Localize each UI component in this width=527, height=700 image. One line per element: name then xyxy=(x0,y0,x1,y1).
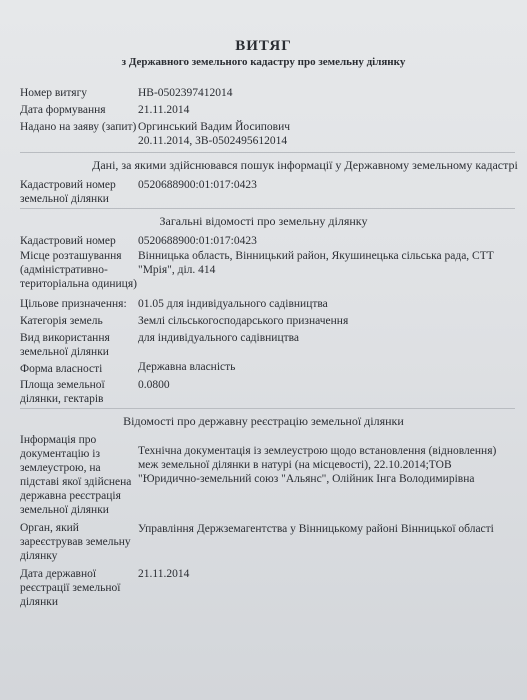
registering-authority-label-line3: ділянку xyxy=(20,550,58,562)
issued-on-request-details: 20.11.2014, ЗВ-0502495612014 xyxy=(138,135,288,147)
issued-on-request-name: Оргинський Вадим Йосипович xyxy=(138,121,291,133)
location-label-line3: територіальна одиниця) xyxy=(20,278,137,290)
documentation-label-line5: державна реєстрація xyxy=(20,490,121,502)
usage-type-label-line1: Вид використання xyxy=(20,332,110,344)
cadastral-number-label: Кадастровий номер xyxy=(20,235,116,247)
registration-date-label-line3: ділянки xyxy=(20,596,58,608)
document-subtitle: з Державного земельного кадастру про земельну ділянку xyxy=(121,56,406,68)
land-category-value: Землі сільськогосподарського призначення xyxy=(138,315,349,327)
documentation-value-line3: "Юридично-земельний союз "Альянс", Олійник Інга Володимирівна xyxy=(138,473,475,485)
divider xyxy=(20,152,515,153)
formation-date-value: 21.11.2014 xyxy=(138,104,190,116)
location-value-line2: "Мрія", діл. 414 xyxy=(138,264,216,276)
location-value-line1: Вінницька область, Вінницький район, Якушинецька сільська рада, СТТ xyxy=(138,250,494,262)
usage-type-value: для індивідуального садівництва xyxy=(138,332,300,344)
documentation-value-line1: Технічна документація із землеустрою щодо встановлення (відновлення) xyxy=(138,445,497,457)
search-cadastral-value: 0520688900:01:017:0423 xyxy=(138,179,257,191)
area-label-line1: Площа земельної xyxy=(20,379,105,391)
general-section-heading: Загальні відомості про земельну ділянку xyxy=(159,214,368,228)
purpose-label: Цільове призначення: xyxy=(20,298,127,310)
registering-authority-value: Управління Держземагентства у Вінницькому районі Вінницької області xyxy=(138,523,494,535)
location-label-line1: Місце розташування xyxy=(20,250,122,262)
search-section-heading: Дані, за якими здійснювався пошук інформації у Державному земельному кадастрі xyxy=(92,158,518,172)
registering-authority-label-line1: Орган, який xyxy=(20,522,79,534)
documentation-label-line2: документацію із xyxy=(20,448,100,460)
divider xyxy=(20,208,515,209)
search-cadastral-label-line2: земельної ділянки xyxy=(20,193,109,205)
cadastral-number-value: 0520688900:01:017:0423 xyxy=(138,235,257,247)
usage-type-label-line2: земельної ділянки xyxy=(20,346,109,358)
documentation-value-line2: меж земельної ділянки в натурі (на місцевості), 22.10.2014;ТОВ xyxy=(138,459,452,471)
registration-date-label-line1: Дата державної xyxy=(20,568,97,580)
search-cadastral-label-line1: Кадастровий номер xyxy=(20,179,116,191)
area-value: 0.0800 xyxy=(138,379,170,391)
land-category-label: Категорія земель xyxy=(20,315,103,327)
registering-authority-label-line2: зареєстрував земельну xyxy=(20,536,131,548)
documentation-label-line1: Інформація про xyxy=(20,434,97,446)
ownership-form-value: Державна власність xyxy=(138,361,236,373)
documentation-label-line4: підставі якої здійснена xyxy=(20,476,132,488)
registration-section-heading: Відомості про державну реєстрацію земельної ділянки xyxy=(123,414,404,428)
documentation-label-line3: землеустрою, на xyxy=(20,462,101,474)
divider xyxy=(20,408,515,409)
formation-date-label: Дата формування xyxy=(20,104,106,116)
extract-number-label: Номер витягу xyxy=(20,87,88,99)
location-label-line2: (адміністративно- xyxy=(20,264,108,276)
issued-on-request-label: Надано на заяву (запит) xyxy=(20,121,137,133)
extract-number-value: НВ-0502397412014 xyxy=(138,87,233,99)
document-title: ВИТЯГ xyxy=(235,38,292,54)
documentation-label-line6: земельної ділянки xyxy=(20,504,109,516)
registration-date-value: 21.11.2014 xyxy=(138,568,190,580)
registration-date-label-line2: реєстрації земельної xyxy=(20,582,121,594)
purpose-value: 01.05 для індивідуального садівництва xyxy=(138,298,328,310)
ownership-form-label: Форма власності xyxy=(20,363,103,375)
area-label-line2: ділянки, гектарів xyxy=(20,393,104,405)
